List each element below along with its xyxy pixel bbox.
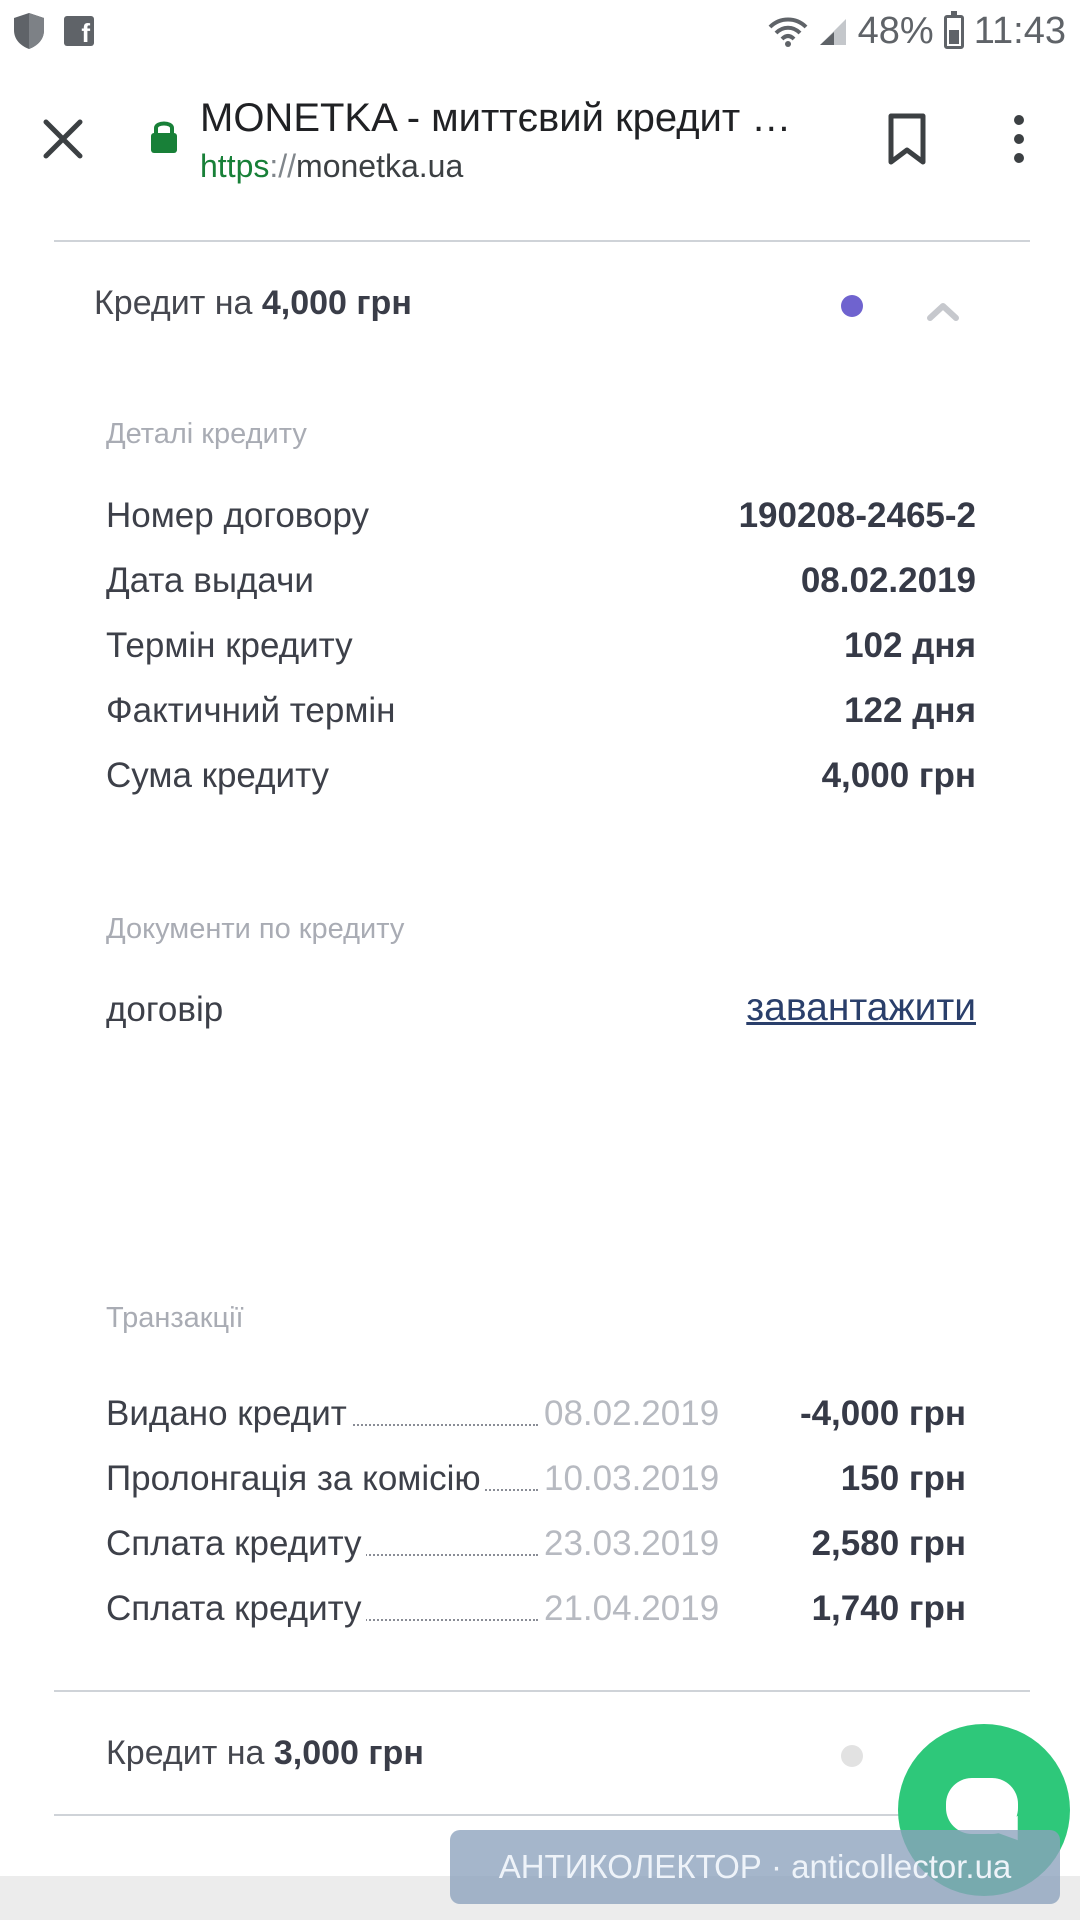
detail-row [106, 496, 976, 546]
detail-value: 122 дня [844, 691, 976, 730]
detail-label: Дата выдачи [106, 561, 314, 600]
detail-label: Сума кредиту [106, 756, 330, 795]
transaction-label: Сплата кредиту [106, 1524, 366, 1564]
detail-value: 08.02.2019 [800, 561, 976, 600]
detail-row [106, 691, 976, 741]
credit-accordion-header[interactable] [106, 1734, 424, 1773]
detail-value: 102 дня [844, 626, 976, 665]
transaction-date: 08.02.2019 [544, 1394, 720, 1433]
status-bar [0, 0, 1080, 66]
credit-title-amount: 4,000 грн [261, 284, 412, 322]
credit-title-prefix: Кредит на [106, 1734, 274, 1772]
shield-icon [12, 12, 46, 50]
detail-row [106, 756, 976, 806]
transaction-row [106, 1459, 966, 1509]
detail-label: Номер договору [106, 496, 370, 535]
wifi-icon [768, 15, 808, 49]
url-host: monetka.ua [296, 148, 464, 184]
detail-value: 4,000 грн [821, 756, 976, 795]
facebook-icon: f [64, 16, 94, 46]
detail-row [106, 561, 976, 611]
transaction-row [106, 1589, 966, 1639]
transaction-label: Сплата кредиту [106, 1589, 366, 1629]
transaction-date: 10.03.2019 [544, 1459, 720, 1498]
detail-value: 190208-2465-2 [738, 496, 976, 535]
page-title[interactable]: MONETKA - миттєвий кредит … [200, 96, 792, 140]
chevron-up-icon[interactable] [926, 302, 960, 322]
bookmark-icon[interactable] [886, 112, 928, 166]
document-label: договір [106, 990, 224, 1029]
browser-toolbar [0, 66, 1080, 212]
credit-title-amount: 3,000 грн [273, 1734, 424, 1772]
url-scheme: https [200, 148, 270, 184]
page-content [0, 210, 1080, 1876]
signal-icon [818, 17, 848, 47]
clock: 11:43 [973, 10, 1066, 52]
section-label-documents: Документи по кредиту [106, 913, 405, 945]
transaction-amount: 1,740 грн [811, 1589, 966, 1628]
transaction-amount: -4,000 грн [799, 1394, 966, 1433]
transaction-row [106, 1394, 966, 1444]
transaction-amount: 150 грн [840, 1459, 966, 1498]
transaction-date: 21.04.2019 [544, 1589, 720, 1628]
lock-icon [148, 118, 180, 154]
close-icon[interactable] [38, 114, 88, 164]
download-link[interactable]: завантажити [746, 986, 976, 1029]
transaction-date: 23.03.2019 [544, 1524, 720, 1563]
detail-label: Термін кредиту [106, 626, 353, 665]
page-url[interactable] [200, 148, 463, 185]
divider [54, 240, 1030, 242]
detail-row [106, 626, 976, 676]
transaction-row [106, 1524, 966, 1574]
credit-accordion-header[interactable] [94, 284, 412, 323]
credit-title-prefix: Кредит на [94, 284, 262, 322]
more-vert-icon[interactable] [1004, 112, 1034, 166]
section-label-details: Деталі кредиту [106, 418, 307, 450]
transaction-label: Видано кредит [106, 1394, 351, 1434]
watermark: АНТИКОЛЕКТОР · anticollector.ua [450, 1830, 1060, 1904]
battery-percent: 48% [857, 10, 934, 52]
document-row [106, 986, 976, 1040]
divider [54, 1814, 1030, 1816]
section-label-transactions: Транзакції [106, 1302, 244, 1334]
transaction-amount: 2,580 грн [811, 1524, 966, 1563]
battery-icon [944, 15, 964, 49]
status-dot [841, 295, 863, 317]
detail-label: Фактичний термін [106, 691, 396, 730]
status-dot [841, 1745, 863, 1767]
transaction-label: Пролонгація за комісію [106, 1459, 485, 1499]
url-separator: :// [269, 148, 297, 184]
divider [54, 1690, 1030, 1692]
